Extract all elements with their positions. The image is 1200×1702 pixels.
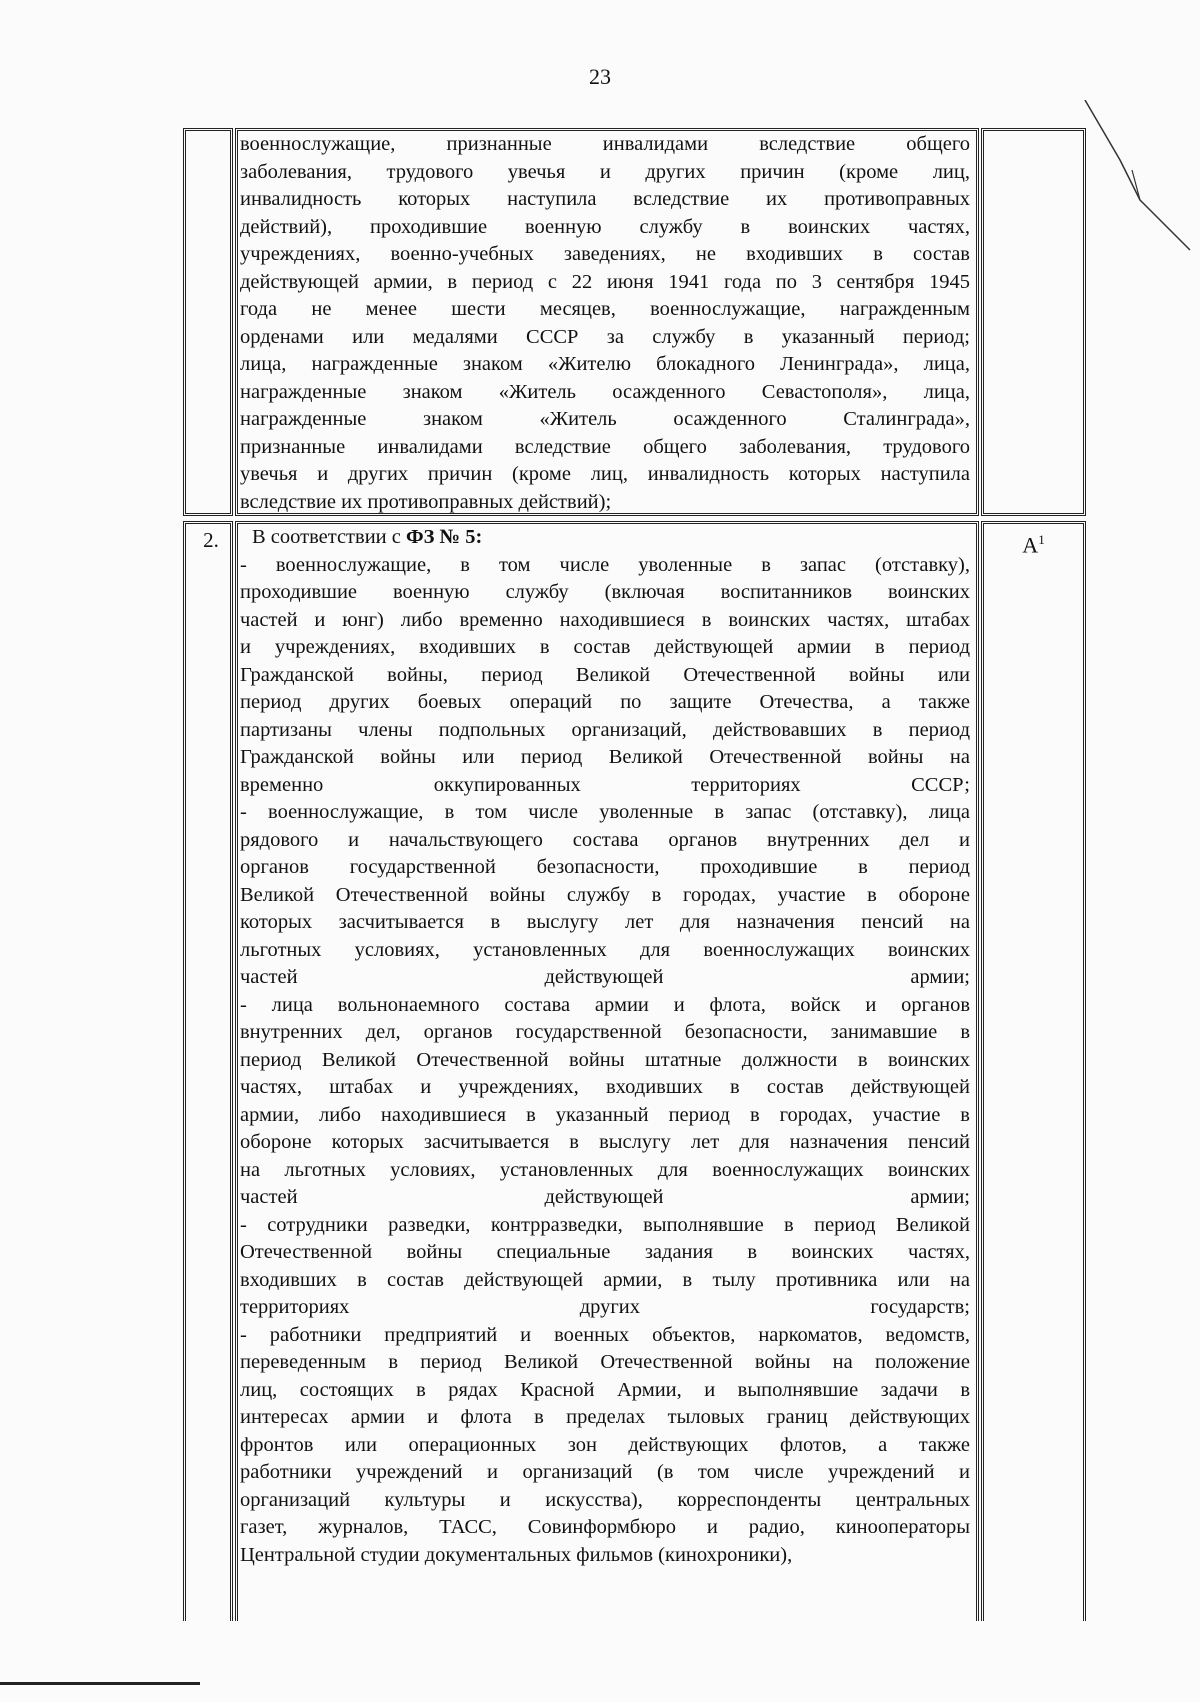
text-line: - работники предприятий и военных объектов, наркоматов, ведомств,	[240, 1323, 970, 1346]
text-line: Великой Отечественной войны службу в городах, участие в обороне	[240, 883, 970, 906]
text-line: награжденные знаком «Житель осажденного Сталинграда»,	[240, 408, 970, 430]
text-line: вследствие их противоправных действий);	[240, 490, 612, 513]
row-1-text-cell	[235, 128, 979, 516]
scan-edge-mark	[0, 1682, 200, 1685]
text-line: Гражданской войны или период Великой Отечественной войны на	[240, 746, 970, 768]
row-1-code	[984, 131, 1083, 139]
row-1-code-cell	[981, 128, 1086, 516]
text-line: - военнослужащие, в том числе уволенные в запас (отставку), лица	[240, 801, 970, 823]
text-line: и учреждениях, входивших в состав действующей армии в период	[240, 636, 970, 658]
text-line: интересах армии и флота в пределах тыловых границ действующих	[240, 1406, 970, 1428]
text-line: признанные инвалидами вследствие общего заболевания, трудового	[240, 435, 970, 458]
row-2-code-letter: А	[1022, 532, 1039, 558]
text-line: частей действующей армии;	[240, 966, 970, 988]
text-line: - военнослужащие, в том числе уволенные в запас (отставку),	[240, 553, 970, 576]
row-2-number-cell	[183, 521, 233, 1621]
row-2-heading: В соответствии с ФЗ № 5:	[252, 526, 483, 548]
text-line: увечья и других причин (кроме лиц, инвалидность которых наступила	[240, 463, 970, 485]
text-line: переведенным в период Великой Отечественной войны на положение	[240, 1351, 970, 1373]
text-line: действующей армии, в период с 22 июня 1941 года по 3 сентября 1945	[240, 270, 970, 293]
text-line: частей и юнг) либо временно находившиеся в воинских частях, штабах	[240, 608, 970, 631]
text-line: частях, штабах и учреждениях, входивших в состав действующей	[240, 1076, 970, 1098]
text-line: входивших в состав действующей армии, в тылу противника или на	[240, 1268, 970, 1291]
text-line: награжденные знаком «Житель осажденного Севастополя», лица,	[240, 380, 970, 403]
text-line: действий), проходившие военную службу в воинских частях,	[240, 215, 970, 238]
text-line: инвалидность которых наступила вследствие их противоправных	[240, 188, 970, 210]
scan-artifact-top	[560, 0, 640, 6]
text-line: заболевания, трудового увечья и других причин (кроме лиц,	[240, 160, 970, 183]
text-line: работники учреждений и организаций (в том числе учреждений и	[240, 1461, 970, 1483]
text-line: лиц, состоящих в рядах Красной Армии, и выполнявшие задачи в	[240, 1378, 970, 1401]
text-line: обороне которых засчитывается в выслугу лет для назначения пенсий	[240, 1131, 970, 1153]
text-line: газет, журналов, ТАСС, Совинформбюро и радио, кинооператоры	[240, 1516, 970, 1538]
text-line: армии, либо находившиеся в указанный период в городах, участие в	[240, 1103, 970, 1126]
pen-mark-scribble	[1080, 100, 1200, 260]
text-line: организаций культуры и искусства), корреспонденты центральных	[240, 1488, 970, 1511]
text-line: фронтов или операционных зон действующих флотов, а также	[240, 1433, 970, 1456]
text-line: льготных условиях, установленных для военнослужащих воинских	[240, 938, 970, 961]
text-line: проходившие военную службу (включая воспитанников воинских	[240, 581, 970, 603]
row-2-text-cell	[235, 521, 979, 1621]
text-line: внутренних дел, органов государственной безопасности, занимавшие в	[240, 1021, 970, 1043]
text-line: временно оккупированных территориях СССР;	[240, 773, 970, 796]
text-line: года не менее шести месяцев, военнослужащие, награжденным	[240, 298, 970, 320]
row-2-code-cell	[981, 521, 1086, 1621]
text-line: период Великой Отечественной войны штатные должности в воинских	[240, 1048, 970, 1071]
text-line: лица, награжденные знаком «Жителю блокадного Ленинграда», лица,	[240, 353, 970, 375]
row-2-code	[984, 524, 1083, 558]
text-line: орденами или медалями СССР за службу в указанный период;	[240, 325, 970, 348]
text-line: территориях других государств;	[240, 1296, 970, 1318]
text-line: партизаны члены подпольных организаций, действовавших в период	[240, 718, 970, 741]
row-2-code-superscript: 1	[1038, 532, 1045, 547]
text-line: военнослужащие, признанные инвалидами вследствие общего	[240, 133, 970, 155]
text-line: Отечественной войны специальные задания в воинских частях,	[240, 1241, 970, 1263]
text-line: - сотрудники разведки, контрразведки, выполнявшие в период Великой	[240, 1213, 970, 1236]
row-2-number: 2.	[203, 528, 219, 552]
page-number: 23	[589, 64, 611, 89]
row-1-number-cell	[183, 128, 233, 516]
text-line: на льготных условиях, установленных для военнослужащих воинских	[240, 1158, 970, 1181]
text-line: частей действующей армии;	[240, 1186, 970, 1208]
text-line: - лица вольнонаемного состава армии и флота, войск и органов	[240, 993, 970, 1016]
row-1-number	[186, 131, 230, 135]
text-line: органов государственной безопасности, проходившие в период	[240, 856, 970, 878]
text-line: рядового и начальствующего состава органов внутренних дел и	[240, 828, 970, 851]
text-line: которых засчитывается в выслугу лет для назначения пенсий на	[240, 911, 970, 933]
text-line: Гражданской войны, период Великой Отечественной войны или	[240, 663, 970, 686]
text-line: Центральной студии документальных фильмов (кинохроники),	[240, 1543, 793, 1566]
text-line: учреждениях, военно-учебных заведениях, не входивших в состав	[240, 243, 970, 265]
text-line: период других боевых операций по защите Отечества, а также	[240, 691, 970, 713]
